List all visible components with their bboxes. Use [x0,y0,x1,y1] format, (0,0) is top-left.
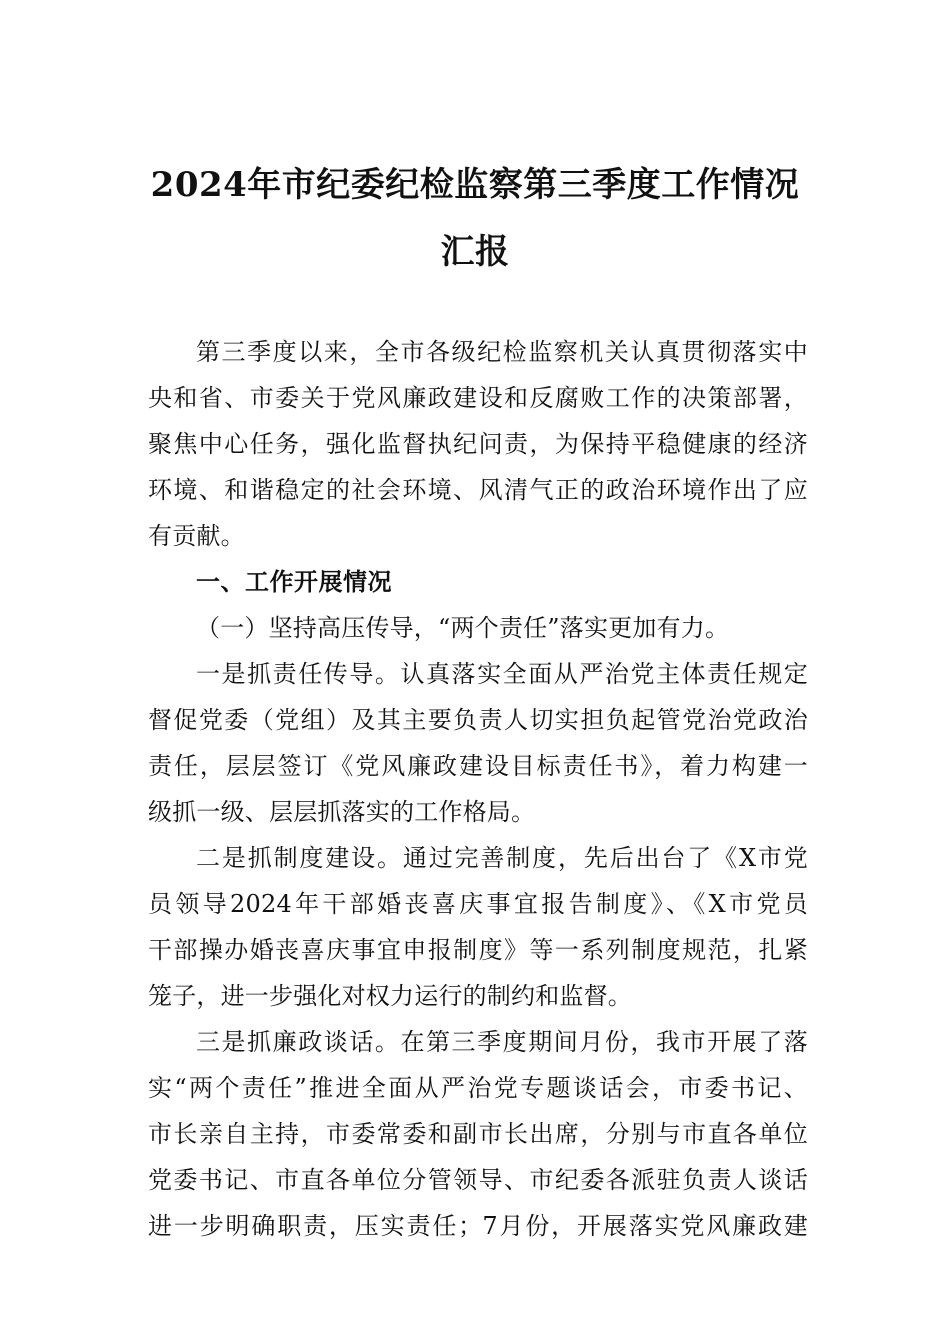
paragraph-line: 干部操办婚丧喜庆事宜申报制度》等一系列制度规范，扎紧 [148,936,808,964]
paragraph-line: 聚焦中心任务，强化监督执纪问责，为保持平稳健康的经济 [148,430,808,458]
paragraph-line: 进一步明确职责，压实责任；7月份，开展落实党风廉政建 [148,1212,808,1240]
paragraph-line: 二是抓制度建设。通过完善制度，先后出台了《X市党 [196,844,808,872]
section-heading: 一、工作开展情况 [196,568,392,596]
paragraph-line: 央和省、市委关于党风廉政建设和反腐败工作的决策部署， [148,384,808,412]
paragraph-line: 实“两个责任”推进全面从严治党专题谈话会，市委书记、 [148,1074,808,1102]
paragraph-line: 员领导2024年干部婚丧喜庆事宜报告制度》、《X市党员 [148,890,808,918]
paragraph-line: 级抓一级、层层抓落实的工作格局。 [148,798,536,826]
paragraph-line: 笼子，进一步强化对权力运行的制约和监督。 [148,982,632,1010]
document-title-line-1: 2024年市纪委纪检监察第三季度工作情况 [150,165,800,205]
paragraph-line: 督促党委（党组）及其主要负责人切实担负起管党治党政治 [148,706,808,734]
paragraph-line: 市长亲自主持，市委常委和副市长出席，分别与市直各单位 [148,1120,808,1148]
subsection-heading: （一）坚持高压传导，“两个责任”落实更加有力。 [196,614,730,642]
document-title-line-2: 汇报 [440,232,510,272]
paragraph-line: 一是抓责任传导。认真落实全面从严治党主体责任规定 [196,660,808,688]
paragraph-line: 环境、和谐稳定的社会环境、风清气正的政治环境作出了应 [148,476,808,504]
paragraph-line: 责任，层层签订《党风廉政建设目标责任书》，着力构建一 [148,752,808,780]
paragraph-line: 有贡献。 [148,522,245,550]
paragraph-line: 三是抓廉政谈话。在第三季度期间月份，我市开展了落 [196,1028,808,1056]
paragraph-line: 第三季度以来，全市各级纪检监察机关认真贯彻落实中 [196,338,808,366]
paragraph-line: 党委书记、市直各单位分管领导、市纪委各派驻负责人谈话 [148,1166,808,1194]
